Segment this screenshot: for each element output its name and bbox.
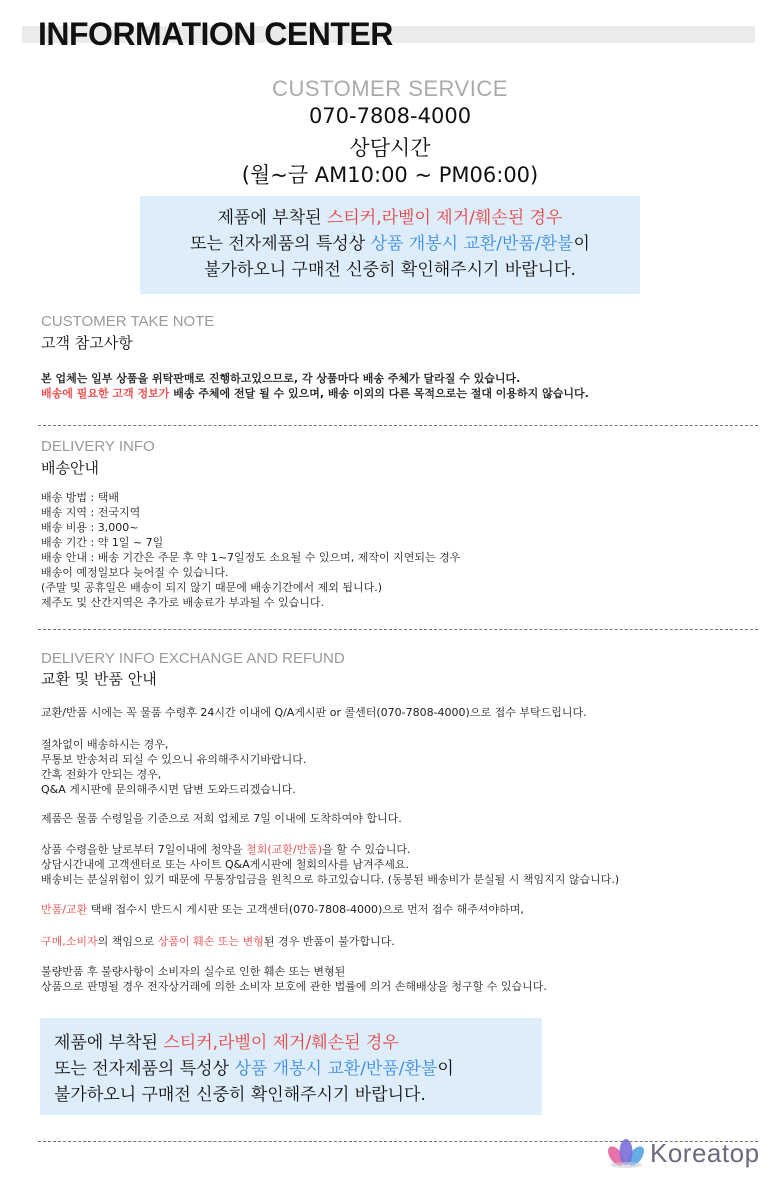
delivery-line: 배송이 예정일보다 늦어질 수 있습니다. [41,566,229,579]
koreatop-logo [606,1136,776,1172]
note-line [41,386,589,401]
note-heading-ko: 고객 참고사항 [41,334,133,352]
delivery-line: 배송 기간 : 약 1일 ~ 7일 [41,536,164,549]
logo-text: Koreatop [650,1138,760,1168]
notice-highlight: 스티커,라벨이 제거/훼손된 경우 [326,208,563,228]
notice-text: 불가하오니 구매전 신중히 확인해주시기 바랍니다. [204,260,576,280]
exchange-heading-en: DELIVERY INFO EXCHANGE AND REFUND [41,650,345,667]
exchange-heading-ko: 교환 및 반품 안내 [41,670,157,688]
delivery-line: 배송 방법 : 택배 [41,491,119,504]
notice-highlight: 상품 개봉시 교환/반품/환불 [234,1059,438,1079]
exchange-highlight: 반품/교환 [41,903,88,916]
delivery-line: 배송 안내 : 배송 기간은 주문 후 약 1~7일정도 소요될 수 있으며, 제작이 지연되는 경우 [41,551,461,564]
exchange-line: 절차없이 배송하시는 경우, [41,738,169,751]
exchange-text: 을 할 수 있습니다. [322,843,411,856]
exchange-line: 배송비는 분실위험이 있기 때문에 무통장입금을 원칙으로 하고있습니다. (동봉된 배송비가 분실될 시 책임지지 않습니다.) [41,873,620,886]
exchange-text: 상품 수령을한 날로부터 7일이내에 청약을 [41,843,247,856]
note-text: 배송 주체에 전달 될 수 있으며, 배송 이외의 다른 목적으로는 절대 이용하지 않습니다. [169,387,589,400]
delivery-heading-ko: 배송안내 [41,459,99,477]
notice-box-top [140,196,640,294]
exchange-line: 상품으로 판명될 경우 전자상거래에 의한 소비자 보호에 관한 법률에 의거 손해배상을 청구할 수 있습니다. [41,980,547,993]
notice-highlight: 상품 개봉시 교환/반품/환불 [370,234,574,254]
notice-text: 또는 전자제품의 특성상 [54,1059,235,1079]
note-line: 본 업체는 일부 상품을 위탁판매로 진행하고있으므로, 각 상품마다 배송 주체가 달라질 수 있습니다. [41,372,521,385]
exchange-line: 상담시간내에 고객센터로 또는 사이트 Q&A게시판에 철회의사를 남겨주세요. [41,858,410,871]
notice-text: 제품에 부착된 [54,1033,164,1053]
notice-text: 이 [573,234,590,254]
exchange-paragraph: 교환/반품 시에는 꼭 물품 수령후 24시간 이내에 Q/A게시판 or 콜센터(070-7808-4000)으로 접수 부탁드립니다. [41,706,587,719]
page-title: INFORMATION CENTER [38,16,393,52]
exchange-paragraph [41,934,395,949]
delivery-line: 배송 지역 : 전국지역 [41,506,141,519]
delivery-line: (주말 및 공휴일은 배송이 되지 않기 때문에 배송기간에서 제외 됩니다.) [41,581,383,594]
notice-text: 불가하오니 구매전 신중히 확인해주시기 바랍니다. [54,1085,426,1105]
exchange-text: 의 책임으로 [97,935,158,948]
exchange-line: 불량반품 후 불량사항이 소비자의 실수로 인한 훼손 또는 변형된 [41,965,346,978]
exchange-line: 무통보 반송처리 되실 수 있으니 유의해주시기바랍니다. [41,753,307,766]
exchange-text: 된 경우 반품이 불가합니다. [263,935,395,948]
exchange-paragraph [41,842,619,887]
exchange-line: Q&A 게시판에 문의해주시면 답변 도와드리겠습니다. [41,783,296,796]
notice-text: 제품에 부착된 [217,208,327,228]
delivery-info-list [41,490,460,610]
notice-text: 또는 전자제품의 특성상 [190,234,371,254]
lotus-icon [606,1136,646,1170]
exchange-text: 택배 접수시 반드시 게시판 또는 고객센터(070-7808-4000)으로 먼저 접수 해주셔야하며, [87,903,524,916]
exchange-highlight: 상품이 훼손 또는 변형 [157,935,264,948]
note-highlight: 배송에 필요한 고객 정보가 [41,387,170,400]
divider [38,425,758,426]
hours-title: 상담시간 [349,136,431,160]
exchange-paragraph [41,902,524,917]
delivery-line: 배송 비용 : 3,000~ [41,521,139,534]
exchange-paragraph [41,737,306,797]
note-heading-en: CUSTOMER TAKE NOTE [41,313,215,330]
delivery-heading-en: DELIVERY INFO [41,438,155,455]
exchange-paragraph [41,964,547,994]
notice-text: 이 [437,1059,454,1079]
divider [38,629,758,630]
exchange-highlight: 구매,소비자 [41,935,98,948]
exchange-highlight: 철회(교환/반품) [246,843,323,856]
hours-value: (월~금 AM10:00 ~ PM06:00) [241,163,539,187]
delivery-line: 제주도 및 산간지역은 추가로 배송료가 부과될 수 있습니다. [41,596,324,609]
notice-box-bottom [40,1018,542,1115]
notice-highlight: 스티커,라벨이 제거/훼손된 경우 [163,1033,399,1053]
exchange-paragraph: 제품은 물품 수령일을 기준으로 저희 업체로 7일 이내에 도착하여야 합니다. [41,812,402,825]
exchange-line: 간혹 전화가 안되는 경우, [41,768,162,781]
customer-service-label: CUSTOMER SERVICE [272,76,508,101]
customer-service-phone: 070-7808-4000 [308,104,472,128]
